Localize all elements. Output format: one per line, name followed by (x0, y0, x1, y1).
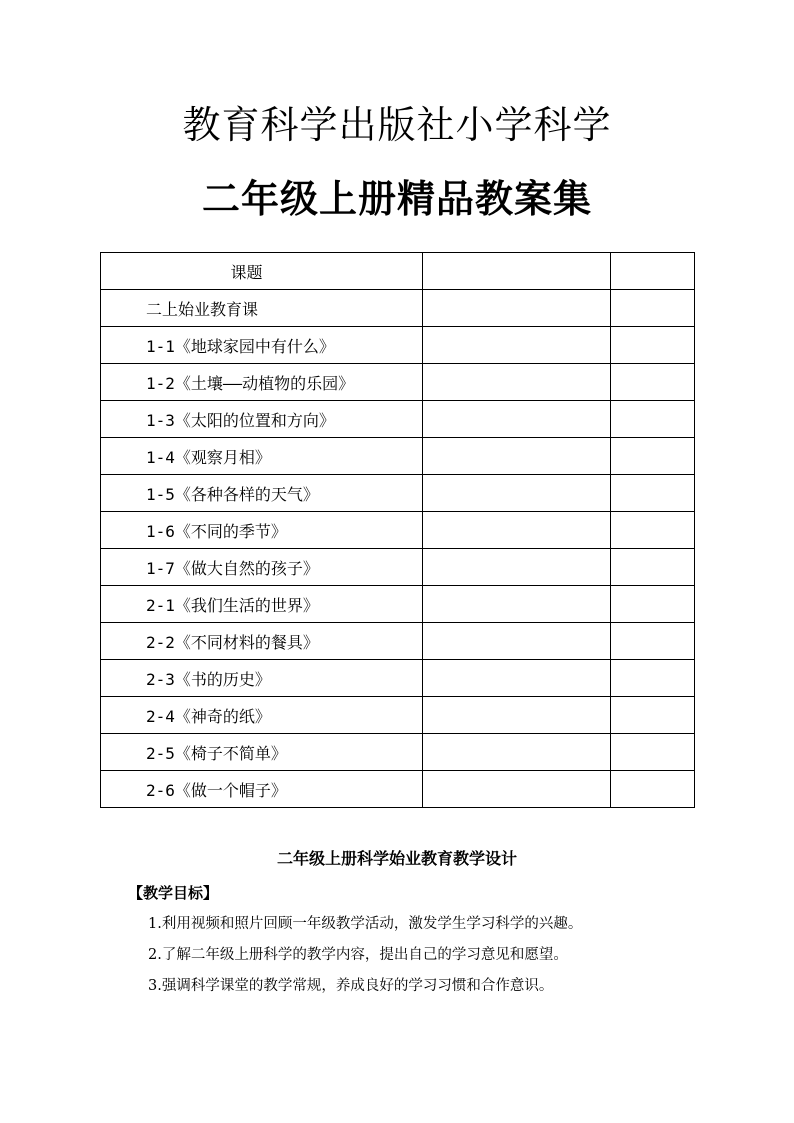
empty-cell (423, 512, 611, 549)
lesson-title-cell: 1-3《太阳的位置和方向》 (101, 401, 423, 438)
empty-cell (423, 364, 611, 401)
lesson-title-cell: 2-5《椅子不简单》 (101, 734, 423, 771)
objective-item: 3.强调科学课堂的教学常规，养成良好的学习习惯和合作意识。 (148, 978, 554, 994)
table-row (101, 438, 695, 475)
lesson-title-cell: 1-5《各种各样的天气》 (101, 475, 423, 512)
empty-cell (611, 697, 695, 734)
table-row (101, 327, 695, 364)
lesson-title-cell: 1-1《地球家园中有什么》 (101, 327, 423, 364)
empty-cell (423, 660, 611, 697)
lesson-title-cell: 1-7《做大自然的孩子》 (101, 549, 423, 586)
empty-cell (423, 549, 611, 586)
empty-cell (423, 475, 611, 512)
document-title-line2: 二年级上册精品教案集 (201, 176, 592, 221)
empty-cell (611, 660, 695, 697)
table-row (101, 290, 695, 327)
objectives-list (148, 912, 582, 1005)
table-header-row (101, 253, 695, 290)
empty-cell (423, 327, 611, 364)
table-row (101, 734, 695, 771)
empty-cell (423, 734, 611, 771)
empty-cell (611, 549, 695, 586)
empty-cell (611, 623, 695, 660)
header-cell-empty (611, 253, 695, 290)
objective-item: 2.了解二年级上册科学的教学内容，提出自己的学习意见和愿望。 (148, 947, 568, 963)
lesson-plan-title: 二年级上册科学始业教育教学设计 (276, 849, 517, 868)
objective-item: 1.利用视频和照片回顾一年级教学活动，激发学生学习科学的兴趣。 (148, 916, 583, 932)
header-cell-topic: 课题 (101, 253, 423, 290)
empty-cell (611, 327, 695, 364)
lesson-title-cell: 二上始业教育课 (101, 290, 423, 327)
empty-cell (611, 771, 695, 808)
empty-cell (611, 364, 695, 401)
table-row (101, 660, 695, 697)
empty-cell (423, 697, 611, 734)
empty-cell (423, 401, 611, 438)
empty-cell (611, 438, 695, 475)
lesson-title-cell: 2-3《书的历史》 (101, 660, 423, 697)
empty-cell (423, 438, 611, 475)
empty-cell (611, 290, 695, 327)
table-row (101, 475, 695, 512)
lesson-title-cell: 2-6《做一个帽子》 (101, 771, 423, 808)
lesson-title-cell: 2-4《神奇的纸》 (101, 697, 423, 734)
empty-cell (423, 623, 611, 660)
table-row (101, 697, 695, 734)
table-row (101, 771, 695, 808)
empty-cell (611, 475, 695, 512)
table-row (101, 549, 695, 586)
table-row (101, 623, 695, 660)
lesson-title-cell: 1-4《观察月相》 (101, 438, 423, 475)
empty-cell (423, 290, 611, 327)
objectives-heading: 【教学目标】 (128, 884, 219, 902)
header-cell-empty (423, 253, 611, 290)
table-row (101, 586, 695, 623)
lesson-title-cell: 1-6《不同的季节》 (101, 512, 423, 549)
table-row (101, 364, 695, 401)
table-row (101, 401, 695, 438)
empty-cell (423, 586, 611, 623)
table-row (101, 512, 695, 549)
lesson-title-cell: 1-2《土壤——动植物的乐园》 (101, 364, 423, 401)
empty-cell (611, 512, 695, 549)
document-title-line1: 教育科学出版社小学科学 (182, 103, 612, 147)
contents-table (100, 252, 695, 808)
empty-cell (611, 586, 695, 623)
lesson-title-cell: 2-2《不同材料的餐具》 (101, 623, 423, 660)
empty-cell (611, 401, 695, 438)
empty-cell (423, 771, 611, 808)
empty-cell (611, 734, 695, 771)
lesson-title-cell: 2-1《我们生活的世界》 (101, 586, 423, 623)
